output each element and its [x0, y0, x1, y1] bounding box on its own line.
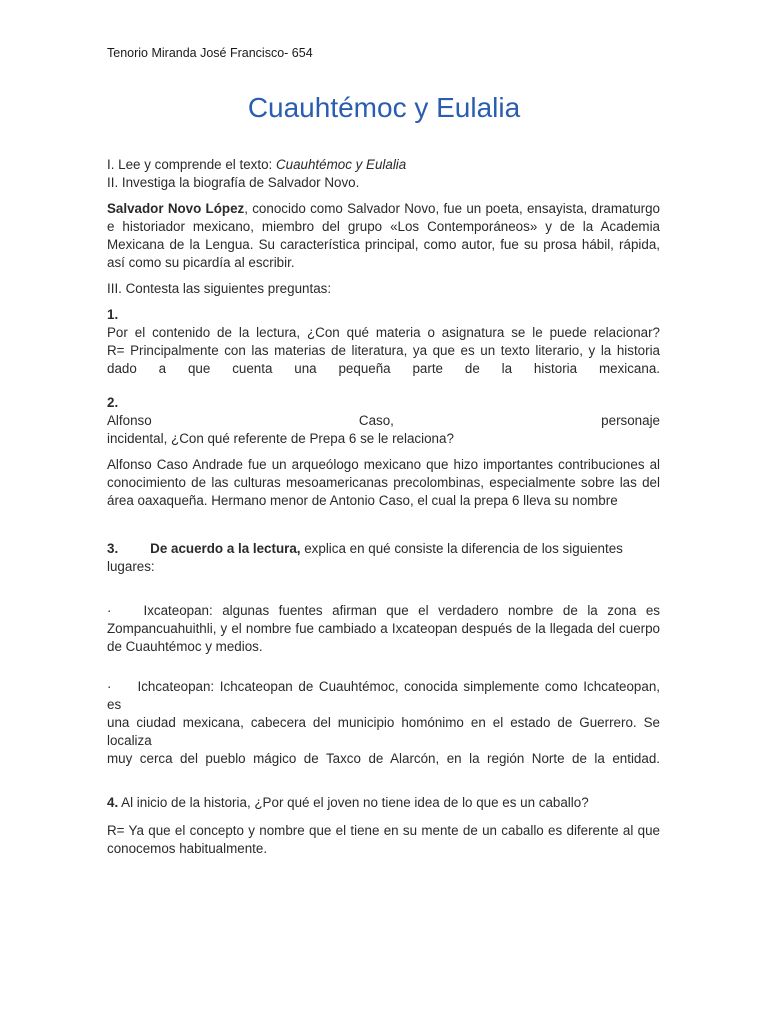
question-4-number: 4. [107, 795, 119, 810]
question-3-bold: De acuerdo a la lectura, [150, 541, 301, 556]
section-3-intro: III. Contesta las siguientes preguntas: [107, 281, 332, 296]
bullet: · [107, 679, 112, 694]
question-1-answer-line-1: R= Principalmente con las materias de literatura, ya que es un texto literario, y la historia [107, 343, 660, 358]
question-1-number: 1. [107, 307, 119, 322]
question-3-text: 3. De acuerdo a la lectura, explica en qué consiste la diferencia de los siguientes lugares: [107, 541, 623, 574]
question-1-answer-line-2: dado a que cuenta una pequeña parte de la historia mexicana. [107, 361, 660, 376]
question-2-answer: Alfonso Caso Andrade fue un arqueólogo mexicano que hizo importantes contribuciones al conocimiento de las culturas mesoamericanas precolombinas, especialmente sobre las del área oaxaqueña. Hermano menor de Antonio Caso, el cual la prepa 6 lleva su nombre [107, 457, 660, 508]
question-2-line-2: incidental, ¿Con qué referente de Prepa 6 se le relaciona? [107, 431, 454, 446]
bio-name: Salvador Novo López [107, 201, 245, 216]
author-header: Tenorio Miranda José Francisco- 654 [107, 46, 313, 60]
question-4-text: 4. Al inicio de la historia, ¿Por qué el joven no tiene idea de lo que es un caballo? [107, 795, 589, 810]
document-title: Cuauhtémoc y Eulalia [247, 92, 521, 123]
document-body [107, 156, 660, 858]
list-item-ixcateopan: · Ixcateopan: algunas fuentes afirman que el verdadero nombre de la zona es Zompancuahuithli, y el nombre fue cambiado a Ixcateopan después de la llegada del cuerpo de Cuauhtémoc y medios. [107, 603, 660, 654]
bio-paragraph: Salvador Novo López, conocido como Salvador Novo, fue un poeta, ensayista, dramaturgo e historiador mexicano, miembro del grupo «Los Contemporáneos» y de la Academia Mexicana de la Lengua. Su característica principal, como autor, fue su prosa hábil, rápida, así como su picardía al escribir. [107, 201, 660, 270]
question-4-answer: R= Ya que el concepto y nombre que el tiene en su mente de un caballo es diferente al que conocemos habitualmente. [107, 823, 660, 856]
list-item-ichcateopan-line-3: muy cerca del pueblo mágico de Taxco de Alarcón, en la región Norte de la entidad. [107, 751, 660, 766]
question-3-number: 3. [107, 541, 119, 556]
question-1-text: Por el contenido de la lectura, ¿Con qué materia o asignatura se le puede relacionar? [107, 325, 660, 340]
list-item-ichcateopan-line-1: · Ichcateopan: Ichcateopan de Cuauhtémoc, conocida simplemente como Ichcateopan, es [107, 679, 660, 712]
instruction-2: II. Investiga la biografía de Salvador Novo. [107, 175, 360, 190]
instruction-1: I. Lee y comprende el texto: Cuauhtémoc y Eulalia [107, 157, 407, 172]
list-item-ichcateopan-line-2: una ciudad mexicana, cabecera del municipio homónimo en el estado de Guerrero. Se localiza [107, 715, 660, 748]
text-title-italic: Cuauhtémoc y Eulalia [275, 157, 407, 172]
bullet: · [107, 603, 112, 618]
question-2-line-1: Alfonso Caso, personaje [107, 413, 660, 428]
question-2-number: 2. [107, 395, 119, 410]
